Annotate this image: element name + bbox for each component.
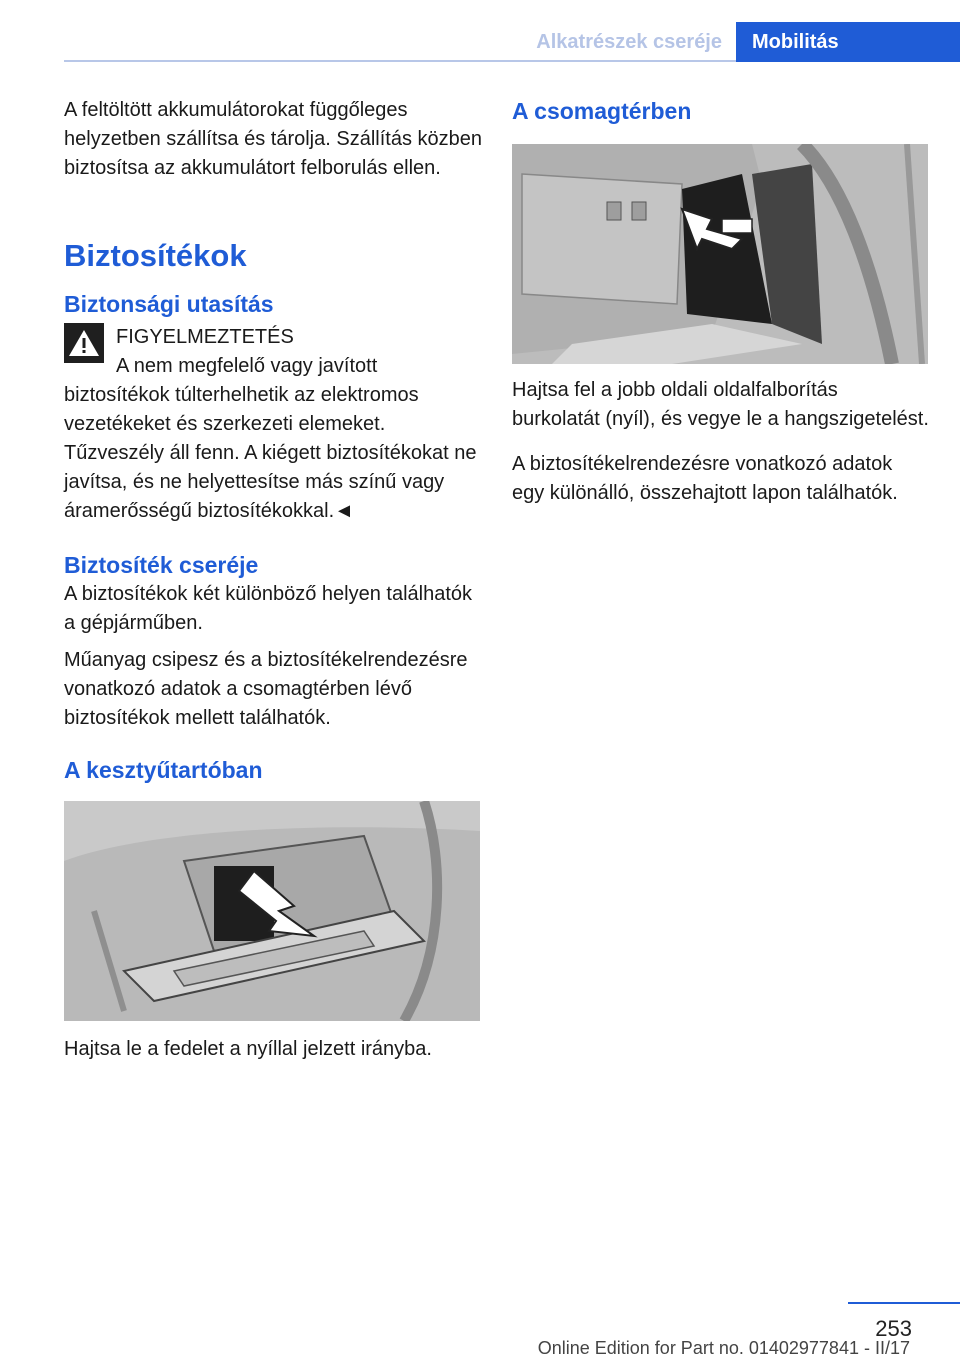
section-title-fuses: Biztosítékok: [64, 238, 247, 273]
replace-paragraph-1: A biztosítékok két különböző helyen találhatók a gépjárműben.: [64, 583, 473, 634]
glovebox-caption: Hajtsa le a fedelet a nyíllal jelzett irányba.: [64, 1038, 432, 1060]
right-column: [512, 96, 930, 508]
intro-paragraph: A feltöltött akkumulátorokat függőleges helyzetben szállítsa és tárolja. Szállítás közben biztosítsa az akkumulátort felborulás ellen.: [64, 99, 482, 179]
warning-icon: [64, 323, 104, 363]
glovebox-illustration: [64, 801, 480, 1021]
left-column: [64, 96, 482, 1064]
header-section-title: Alkatrészek cseréje: [536, 30, 722, 53]
glovebox-heading: A kesztyűtartóban: [64, 757, 263, 783]
safety-heading: Biztonsági utasítás: [64, 291, 274, 317]
footer-rule: [848, 1302, 960, 1304]
warning-body: A nem megfelelő vagy javított biztosítékok túlterhelhetik az elektromos vezetékeket és szerkezeti elemeket. Tűzveszély áll fenn. A kiégett biztosítékokat ne javítsa, és ne helyettesítse más színű vagy áramerősségű biztosítékokkal.◄: [64, 355, 477, 522]
page-number: 253: [875, 1316, 912, 1341]
trunk-note: A biztosítékelrendezésre vonatkozó adatok egy különálló, összehajtott lapon találhatók.: [512, 453, 898, 504]
replace-heading: Biztosíték cseréje: [64, 552, 259, 578]
header-chapter-tab: Mobilitás: [736, 22, 960, 62]
warning-block: [64, 323, 482, 526]
trunk-caption: Hajtsa fel a jobb oldali oldalfalborítás burkolatát (nyíl), és vegye le a hangszigetelést.: [512, 379, 929, 430]
trunk-illustration: [512, 144, 928, 364]
trunk-heading: A csomagtérben: [512, 98, 692, 124]
replace-paragraph-2: Műanyag csipesz és a biztosítékelrendezésre vonatkozó adatok a csomagtérben lévő biztosítékok mellett találhatók.: [64, 649, 468, 729]
warning-title: FIGYELMEZTETÉS: [116, 326, 294, 348]
edition-footer: Online Edition for Part no. 01402977841 - II/17: [537, 1338, 910, 1358]
